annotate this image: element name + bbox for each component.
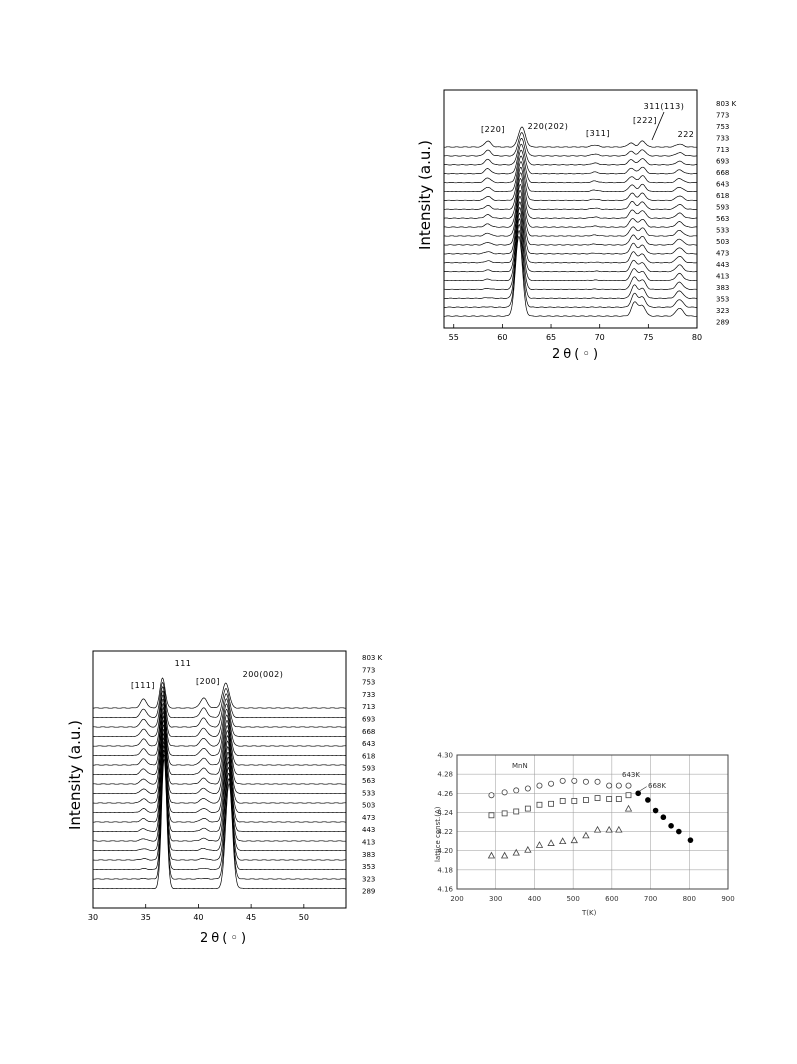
data-point-square-open [616,797,621,802]
data-point-square-open [537,802,542,807]
data-point-circle-filled [676,829,682,835]
temperature-label: 533 [362,789,376,798]
temperature-label: 323 [362,875,376,884]
y-axis-title: Intensity (a.u.) [66,720,84,830]
temperature-label: 323 [716,307,730,315]
data-point-circle-filled [645,797,651,803]
temperature-label: 693 [362,715,376,724]
x-tick-label: 70 [594,333,605,342]
data-point-triangle-open [513,850,519,856]
y-axis-title: lattice const.(A) [434,806,442,862]
x-tick-label: 300 [489,895,503,903]
temperature-label: 618 [362,752,376,761]
data-point-square-open [549,801,554,806]
temperature-label: 383 [362,850,376,859]
temperature-label: 473 [716,249,730,258]
data-point-triangle-open [536,842,542,848]
y-tick-label: 4.24 [437,808,453,817]
temperature-label: 668 [362,727,376,736]
x-tick-label: 800 [682,895,696,903]
x-tick-label: 600 [605,895,619,903]
data-point-square-open [489,813,494,818]
y-tick-label: 4.26 [437,789,453,798]
data-point-triangle-open [488,853,494,859]
data-point-circle-filled [668,823,674,829]
data-point-square-open [607,797,612,802]
x-tick-label: 60 [497,333,508,342]
temperature-label: 713 [716,146,730,154]
y-tick-label: 4.20 [437,847,453,856]
temperature-label: 473 [362,813,376,822]
data-point-triangle-open [525,847,531,853]
temperature-label: 413 [716,272,730,281]
data-point-circle-open [525,786,530,791]
temperature-label: 773 [716,111,730,120]
data-point-circle-open [537,783,542,788]
temperature-label: 289 [716,318,730,327]
data-point-square-open [502,811,507,816]
y-tick-label: 4.18 [437,866,453,875]
x-axis-title: T(K) [582,909,597,917]
temperature-label: 353 [716,295,730,304]
x-tick-label: 30 [87,913,99,922]
peak-label: 200(002) [242,670,284,679]
temperature-label: 618 [716,192,730,200]
data-point-circle-open [514,788,519,793]
peak-label: 222 [677,130,695,139]
annotation-643k: 643K [622,771,640,779]
temperature-label: 503 [716,238,730,246]
annotation-668k: 668K [648,782,666,790]
data-point-circle-open [595,779,600,784]
x-tick-label: 700 [643,895,658,903]
data-point-triangle-open [583,832,589,838]
temperature-label: 803 K [362,654,383,662]
data-point-circle-open [489,793,494,798]
temperature-label: 753 [362,678,376,687]
peak-label: [222] [632,116,658,125]
y-tick-label: 4.30 [437,751,453,760]
data-point-group [488,778,693,858]
x-tick-label: 500 [566,895,580,903]
data-point-circle-open [626,783,631,788]
peak-label: [220] [480,125,506,134]
temperature-label: 353 [362,863,376,872]
temperature-label: 773 [362,666,376,675]
x-tick-label: 45 [246,913,257,922]
temperature-label: 713 [362,703,376,712]
data-point-square-open [572,798,577,803]
temperature-label: 753 [716,123,730,131]
peak-label: [200] [195,677,221,686]
x-tick-label: 50 [298,913,309,922]
data-point-circle-filled [635,790,641,796]
temperature-label: 289 [362,887,376,896]
data-point-square-open [514,809,519,814]
data-point-triangle-open [502,853,508,859]
temperature-label: 563 [362,777,376,785]
data-point-triangle-open [595,827,601,833]
data-point-circle-open [607,783,612,788]
x-tick-label: 900 [721,895,735,903]
peak-label: [311] [585,129,611,138]
data-point-circle-open [548,781,553,786]
temperature-label: 593 [362,764,376,773]
grid-group [457,755,728,889]
temperature-label: 443 [362,826,376,835]
data-point-square-open [583,797,588,802]
data-point-square-open [560,798,565,803]
data-point-circle-open [616,783,621,788]
temperature-label: 643 [362,740,376,749]
y-axis-title: Intensity (a.u.) [416,140,434,250]
temperature-label: 693 [716,157,730,166]
temperature-label: 668 [716,169,730,177]
x-tick-label: 75 [643,333,654,342]
data-point-circle-open [583,779,588,784]
temperature-label: 643 [716,180,730,189]
x-axis-title: 2θ(◦) [552,347,602,362]
temperature-label: 533 [716,226,730,235]
temperature-label: 413 [362,838,376,847]
y-tick-label: 4.22 [437,828,453,837]
temperature-label: 383 [716,284,730,292]
data-point-triangle-open [626,806,632,812]
data-point-square-open [595,796,600,801]
data-point-circle-filled [661,814,667,820]
y-tick-label: 4.28 [437,770,453,779]
data-point-circle-open [572,778,577,783]
annotation-leader [639,787,647,792]
data-point-square-open [525,806,530,811]
x-tick-label: 80 [691,333,703,342]
temperature-label: 733 [716,134,730,143]
data-point-circle-open [502,790,507,795]
x-axis-title: 2θ(◦) [200,931,250,946]
x-tick-group [450,895,734,903]
peak-label: 311(113) [643,102,685,111]
data-point-circle-open [560,778,565,783]
x-tick-label: 65 [545,333,557,342]
x-tick-label: 40 [193,913,204,922]
data-point-triangle-open [616,827,622,833]
data-point-triangle-open [560,838,566,844]
x-tick-label: 35 [140,913,151,922]
data-point-circle-filled [653,808,659,814]
temperature-label: 593 [716,203,730,212]
data-point-triangle-open [548,840,554,846]
x-tick-label: 200 [450,895,464,903]
temperature-label: 803 K [716,100,737,108]
temperature-label: 563 [716,215,730,223]
peak-label: 220(202) [527,122,569,131]
chart-title: MnN [512,762,528,770]
peak-label: 111 [174,659,192,668]
temperature-label: 503 [362,801,376,810]
temperature-label: 733 [362,690,376,699]
x-tick-label: 400 [527,895,542,903]
data-point-triangle-open [606,827,612,833]
data-point-triangle-open [571,837,577,843]
x-tick-label: 55 [448,333,459,342]
data-point-circle-filled [688,837,694,843]
plot-frame [457,755,728,889]
data-point-square-open [626,793,631,798]
y-tick-label: 4.16 [437,885,453,894]
peak-label: [111] [130,681,156,690]
temperature-label: 443 [716,261,730,269]
